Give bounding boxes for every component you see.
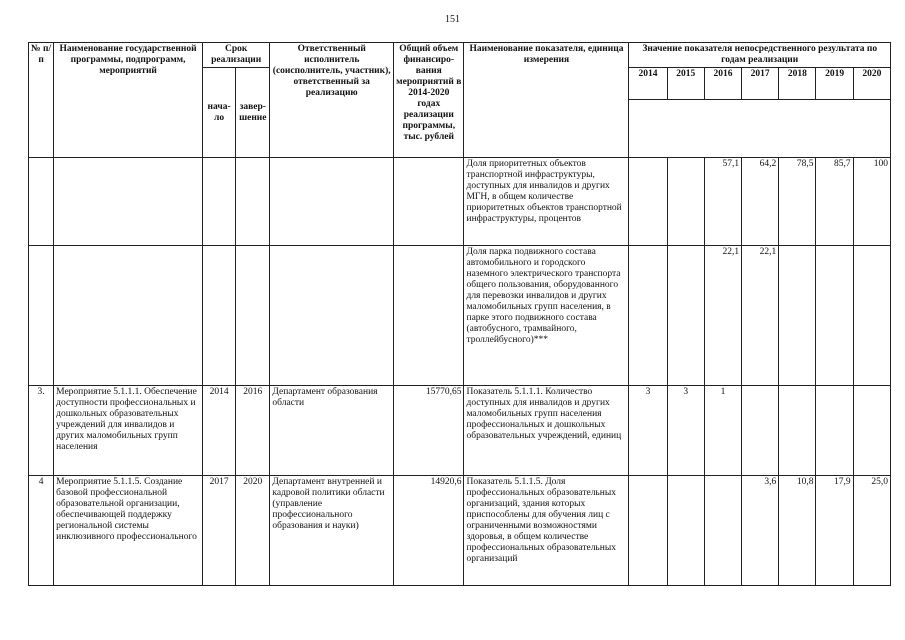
table-row [29,158,891,246]
header-values: Значение показателя непосредственного результата по годам реализации [629,43,891,68]
cell-funding [394,246,464,386]
header-year: 2016 [704,68,741,100]
cell-name [54,158,203,246]
cell-value: 57,1 [704,158,741,246]
header-period: Срок реализации [203,43,270,68]
cell-no: 4 [29,476,54,586]
cell-value [779,386,816,476]
header-start: нача-ло [203,68,236,158]
cell-start [203,246,236,386]
cell-value [667,158,704,246]
cell-funding: 14920,6 [394,476,464,586]
table-row [29,476,891,586]
header-name: Наименование государственной программы, подпрограмм, мероприятий [54,43,203,158]
cell-start [203,158,236,246]
cell-name: Мероприятие 5.1.1.1. Обеспечение доступности профессиональных и дошкольных образовательных учреждений для инвалидов и других маломобильных групп населения [54,386,203,476]
cell-end [236,158,270,246]
header-executor: Ответственный исполнитель (соисполнитель, участник), ответственный за реализацию [270,43,394,158]
table-row [29,386,891,476]
cell-value: 85,7 [816,158,853,246]
cell-executor [270,158,394,246]
cell-value: 3 [667,386,704,476]
cell-value [816,246,853,386]
header-end: завер-шение [236,68,270,158]
cell-value [853,386,890,476]
cell-value: 17,9 [816,476,853,586]
cell-value: 22,1 [704,246,741,386]
cell-no [29,246,54,386]
page-number: 151 [445,14,460,25]
cell-value [667,476,704,586]
cell-executor [270,246,394,386]
cell-end: 2016 [236,386,270,476]
cell-value: 100 [853,158,890,246]
cell-value [853,246,890,386]
header-no: № п/п [29,43,54,158]
header-year: 2014 [629,68,667,100]
header-year: 2020 [853,68,890,100]
cell-value: 22,1 [742,246,779,386]
cell-end: 2020 [236,476,270,586]
header-year-spacer [629,100,891,158]
cell-funding [394,158,464,246]
cell-no [29,158,54,246]
cell-start: 2017 [203,476,236,586]
cell-end [236,246,270,386]
cell-name: Мероприятие 5.1.1.5. Создание базовой профессиональной образовательной организации, обеспечивающей поддержку региональной системы инклюзивного профессионального [54,476,203,586]
cell-indicator: Доля парка подвижного состава автомобильного и городского наземного электрического транспорта общего пользования, оборудованного для перевозки инвалидов и других маломобильных групп населения, в парке этого подвижного состава (автобусного, трамвайного, троллейбусного)*** [464,246,629,386]
header-funding: Общий объем финансиро-вания мероприятий в 2014-2020 годах реализации программы, тыс. рублей [394,43,464,158]
table-row [29,246,891,386]
cell-executor: Департамент внутренней и кадровой политики области (управление профессионального образования и науки) [270,476,394,586]
cell-name [54,246,203,386]
header-indicator: Наименование показателя, единица измерения [464,43,629,158]
header-year: 2017 [742,68,779,100]
program-table [28,42,891,586]
cell-indicator: Доля приоритетных объектов транспортной инфраструктуры, доступных для инвалидов и других МГН, в общем количестве приоритетных объектов транспортной инфраструктуры, процентов [464,158,629,246]
cell-value [742,386,779,476]
cell-executor: Департамент образования области [270,386,394,476]
cell-value: 25,0 [853,476,890,586]
cell-value [779,246,816,386]
header-year: 2019 [816,68,853,100]
cell-value [667,246,704,386]
cell-value [816,386,853,476]
cell-indicator: Показатель 5.1.1.1. Количество доступных для инвалидов и других маломобильных групп населения профессиональных и дошкольных образовательных учреждений, единиц [464,386,629,476]
cell-value [629,246,667,386]
cell-funding: 15770,65 [394,386,464,476]
cell-value [629,158,667,246]
cell-indicator: Показатель 5.1.1.5. Доля профессиональных образовательных организаций, здания которых приспособлены для обучения лиц с ограниченными возможностями здоровья, в общем количестве профессиональных образовательных организаций [464,476,629,586]
cell-value: 3 [629,386,667,476]
cell-value: 64,2 [742,158,779,246]
cell-value [629,476,667,586]
cell-value: 78,5 [779,158,816,246]
cell-value: 1 [704,386,741,476]
header-year: 2015 [667,68,704,100]
cell-no: 3. [29,386,54,476]
cell-value: 3,6 [742,476,779,586]
cell-value: 10,8 [779,476,816,586]
header-year: 2018 [779,68,816,100]
cell-start: 2014 [203,386,236,476]
cell-value [704,476,741,586]
